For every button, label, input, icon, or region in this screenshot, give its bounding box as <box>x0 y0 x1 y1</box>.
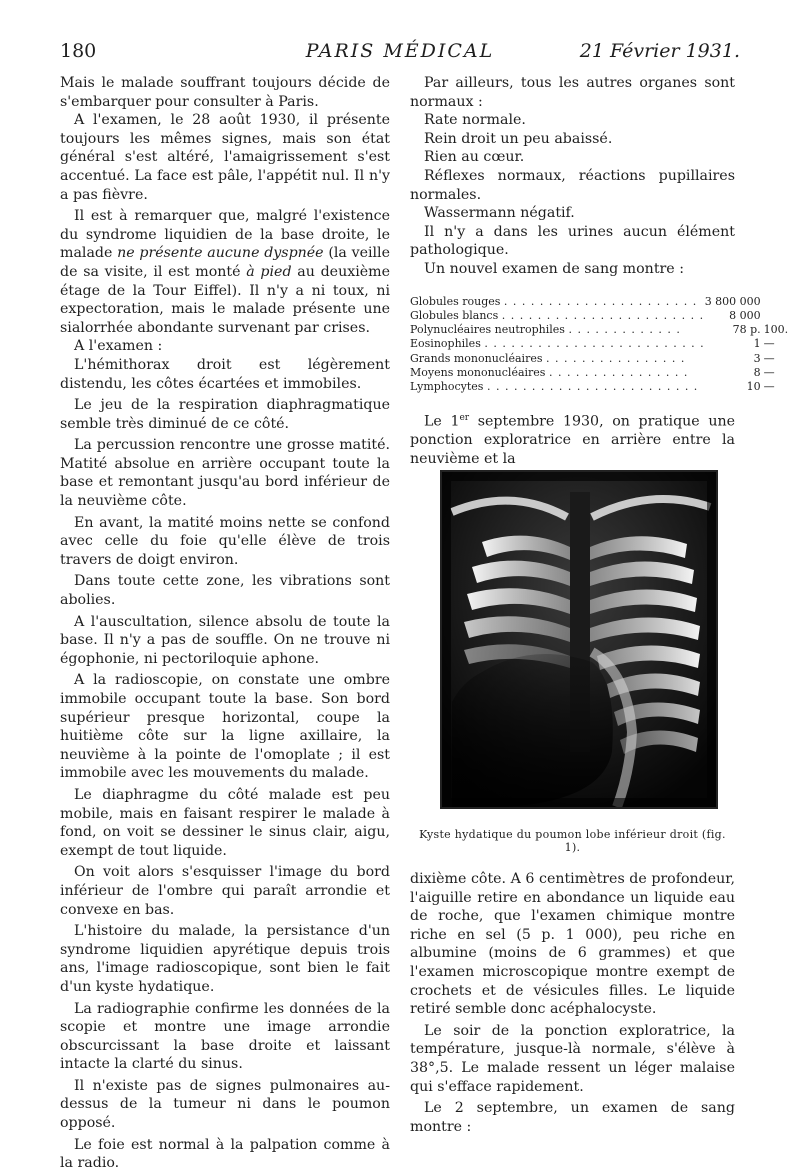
paragraph: Le diaphragme du côté malade est peu mobile, mais en faisant respirer le malade à fond, on voit se dessiner le sinus clair, aigu, exempt de tout liquide. <box>60 786 390 859</box>
paragraph: Par ailleurs, tous les autres organes sont normaux : <box>410 75 735 110</box>
cell-label: Globules blancs <box>410 308 499 322</box>
paragraph: Mais le malade souffrant toujours décide de s'embarquer pour consulter à Paris. <box>60 75 390 110</box>
table-row: Lymphocytes . . . . . . . . . . . . . . . . . . . . . . . . 10 — <box>410 380 788 394</box>
list-item: Réflexes normaux, réactions pupillaires normales. <box>410 167 735 203</box>
cell-value: 1 <box>753 337 761 351</box>
paragraph: L'hémithorax droit est légèrement distendu, les côtes écartées et immobiles. <box>60 356 390 392</box>
paragraph: Il n'existe pas de signes pulmonaires au-dessus de la tumeur ni dans le poumon opposé. <box>60 1077 390 1132</box>
paragraph: En avant, la matité moins nette se confond avec celle du foie qu'elle élève de trois travers de doigt environ. <box>60 514 390 568</box>
right-column <box>410 74 789 468</box>
paragraph: Dans toute cette zone, les vibrations sont abolies. <box>60 573 390 609</box>
emphasis-text: à pied <box>246 263 292 280</box>
cell-unit <box>761 295 789 309</box>
cell-value: 78 p. <box>732 323 761 337</box>
cell-value: 10 <box>746 380 761 394</box>
paragraph: A l'auscultation, silence absolu de toute la base. Il n'y a pas de souffle. On ne trouve ni égophonie, ni pectoriloquie aphone. <box>60 613 390 667</box>
cell-value: 8 <box>753 366 761 380</box>
paragraph: Le soir de la ponction exploratrice, la température, jusque-là normale, s'élève à 38°,5. Le malade ressent un léger malaise qui s'efface rapidement. <box>410 1022 735 1095</box>
list-item: Wassermann négatif. <box>424 205 575 222</box>
figure-caption: Kyste hydatique du poumon lobe inférieur droit (fig. 1). <box>419 828 726 854</box>
superscript: er <box>459 412 470 423</box>
paragraph: A l'examen : <box>74 338 163 355</box>
xray-figure <box>440 470 718 809</box>
cell-label: Moyens mononucléaires <box>410 366 546 380</box>
blood-count-table <box>410 295 788 395</box>
cell-unit: 100. <box>763 323 789 337</box>
list-item: Rate normale. <box>424 112 526 129</box>
cell-unit: — <box>763 351 775 365</box>
left-column <box>60 74 390 1173</box>
paragraph: La percussion rencontre une grosse matité. Matité absolue en arrière occupant toute la base et remontant jusqu'au bord inférieur de la neuvième côte. <box>60 437 390 510</box>
paragraph: Il est à remarquer que, malgré l'existence du syndrome liquidien de la base droite, le malade ne présente aucune dyspnée (la veille de sa visite, il est monté à pied au deuxième étage de la Tour Eiffel). Il n'y a ni toux, ni expectoration, mais le malade présente une sialorrhée abondante survenant par crises. <box>60 208 390 336</box>
table-row: Grands mononucléaires . . . . . . . . . . . . . . . . 3 — <box>410 352 788 366</box>
paragraph: dixième côte. A 6 centimètres de profondeur, l'aiguille retire en abondance un liquide eau de roche, que l'examen chimique montre riche en sel (5 p. 1 000), peu riche en albumine (moins de 6 grammes) et que l'examen microscopique montre exempt de crochets et de vésicules filles. Le liquide retiré semble donc acéphalocyste. <box>410 871 735 1018</box>
cell-value: 3 800 000 <box>704 294 761 308</box>
list-item: Rien au cœur. <box>424 149 525 166</box>
cell-label: Eosinophiles <box>410 337 481 351</box>
list-item: Un nouvel examen de sang montre : <box>424 260 684 277</box>
page-number: 180 <box>60 40 97 62</box>
table-row: Moyens mononucléaires . . . . . . . . . . . . . . . . 8 — <box>410 366 788 380</box>
table-row: Globules rouges . . . . . . . . . . . . . . . . . . . . . . 3 800 000 <box>410 295 788 309</box>
paragraph: Le jeu de la respiration diaphragmatique semble très diminué de ce côté. <box>60 397 390 432</box>
table-row: Globules blancs . . . . . . . . . . . . . . . . . . . . . . . 8 000 <box>410 309 788 323</box>
chest-xray-image <box>442 472 716 807</box>
page-header <box>60 40 740 66</box>
paragraph: L'histoire du malade, la persistance d'un syndrome liquidien apyrétique depuis trois ans, l'image radioscopique, sont bien le fait d'un kyste hydatique. <box>60 923 390 995</box>
issue-date: 21 Février 1931. <box>579 40 740 62</box>
cell-label: Globules rouges <box>410 294 501 308</box>
emphasis-text: ne présente aucune dyspnée <box>117 245 324 262</box>
list-item: Rein droit un peu abaissé. <box>424 130 613 147</box>
paragraph: Le 1er septembre 1930, on pratique une ponction exploratrice en arrière entre la neuvième et la <box>410 412 735 467</box>
paragraph: A l'examen, le 28 août 1930, il présente toujours les mêmes signes, mais son état général s'est altéré, l'amaigrissement s'est accentué. La face est pâle, l'appétit nul. Il n'y a pas fièvre. <box>60 112 390 203</box>
cell-unit <box>761 309 789 323</box>
cell-label: Lymphocytes <box>410 380 484 394</box>
cell-value: 3 <box>753 351 761 365</box>
paragraph: Le foie est normal à la palpation comme à la radio. <box>60 1136 390 1172</box>
paragraph: On voit alors s'esquisser l'image du bord inférieur de l'ombre qui paraît arrondie et convexe en bas. <box>60 864 390 918</box>
list-item: Il n'y a dans les urines aucun élément pathologique. <box>410 223 735 259</box>
paragraph: A la radioscopie, on constate une ombre immobile occupant toute la base. Son bord supérieur presque horizontal, coupe la huitième côte sur la ligne axillaire, la neuvième à la pointe de l'omoplate ; il est immobile avec les mouvements du malade. <box>60 672 390 782</box>
cell-label: Grands mononucléaires <box>410 351 543 365</box>
table-row: Polynucléaires neutrophiles . . . . . . . . . . . . . 78 p. 100. <box>410 323 789 337</box>
table-row: Eosinophiles . . . . . . . . . . . . . . . . . . . . . . . . . 1 — <box>410 337 788 351</box>
cell-label: Polynucléaires neutrophiles <box>410 323 565 337</box>
cell-unit: — <box>763 366 775 380</box>
paragraph: La radiographie confirme les données de la scopie et montre une image arrondie obscurcissant la base droite et laissant intacte la clarté du sinus. <box>60 1000 390 1073</box>
right-column-continued <box>410 870 735 1136</box>
paragraph: Le 2 septembre, un examen de sang montre : <box>410 1100 735 1135</box>
cell-value: 8 000 <box>729 308 761 322</box>
cell-unit: — <box>763 337 775 351</box>
cell-unit: — <box>763 380 775 394</box>
journal-title: PARIS MÉDICAL <box>305 40 495 62</box>
